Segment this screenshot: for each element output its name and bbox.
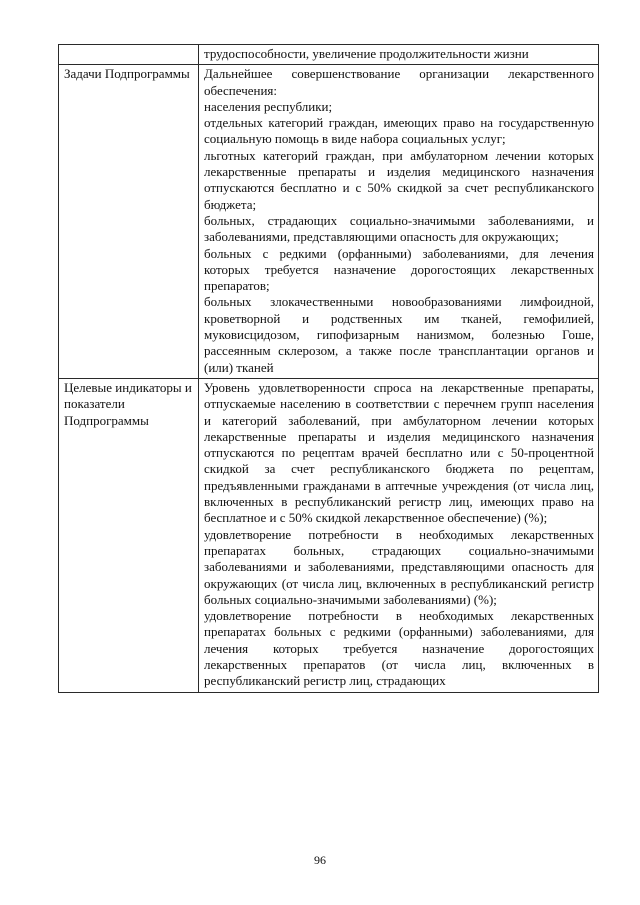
row-label-empty <box>59 45 199 65</box>
row-label-indicators: Целевые индикаторы и показатели Подпрограммы <box>59 378 199 692</box>
indicators-paragraph: удовлетворение потребности в необходимых лекарственных препаратах больных, страдающих социально-значимыми заболеваниями и заболеваниями, представляющими опасность для окружающих (от числа лиц, включенных в республиканский регистр больных социально-значимыми заболеваниями) (%); <box>204 526 594 607</box>
table-row-tasks <box>59 65 599 379</box>
goal-continuation-line: трудоспособности, увеличение продолжительности жизни <box>204 46 529 61</box>
row-label-tasks: Задачи Подпрограммы <box>59 65 199 379</box>
page-number: 96 <box>314 853 326 867</box>
table-row-goal-continuation <box>59 45 599 65</box>
indicators-paragraph: удовлетворение потребности в необходимых лекарственных препаратах больных с редкими (орфанными) заболеваниями, для лечения которых требуется назначение дорогостоящих лекарственных препаратов (от числа лиц, включенных в республиканский регистр лиц, страдающих <box>204 608 594 689</box>
passport-table <box>58 44 599 693</box>
tasks-paragraph: больных злокачественными новообразованиями лимфоидной, кроветворной и родственных им тканей, гемофилией, муковисцидозом, гипофизарным нанизмом, болезнью Гоше, рассеянным склерозом, а также после трансплантации органов и (или) тканей <box>204 294 594 375</box>
tasks-paragraph: льготных категорий граждан, при амбулаторном лечении которых лекарственные препараты и изделия медицинского назначения отпускаются бесплатно и с 50% скидкой за счет республиканского бюджета; <box>204 147 594 212</box>
tasks-paragraph: больных, страдающих социально-значимыми заболеваниями, и заболеваниями, представляющими опасность для окружающих; <box>204 212 594 245</box>
tasks-paragraph: населения республики; <box>204 98 333 114</box>
table-row-indicators <box>59 378 599 692</box>
tasks-paragraph: Дальнейшее совершенствование организации лекарственного обеспечения: <box>204 66 594 98</box>
tasks-content <box>199 65 599 379</box>
tasks-paragraph: больных с редкими (орфанными) заболеваниями, для лечения которых требуется назначение дорогостоящих лекарственных препаратов; <box>204 245 594 294</box>
goal-continuation-text <box>199 45 599 65</box>
indicators-paragraph: Уровень удовлетворенности спроса на лекарственные препараты, отпускаемые населению в соответствии с перечнем групп населения и категорий заболеваний, при амбулаторном лечении которых лекарственные препараты и изделия медицинского назначения отпускаются по рецептам врачей бесплатно или с 50-процентной скидкой за счет республиканского бюджета по рецептам, предъявленными гражданами в аптечные учреждения (от числа лиц, включенных в республиканский регистр лиц, имеющих право на бесплатное и с 50% скидкой лекарственное обеспечение) (%); <box>204 379 594 526</box>
tasks-paragraph: отдельных категорий граждан, имеющих право на государственную социальную помощь в виде набора социальных услуг; <box>204 115 594 147</box>
indicators-content <box>199 378 599 692</box>
